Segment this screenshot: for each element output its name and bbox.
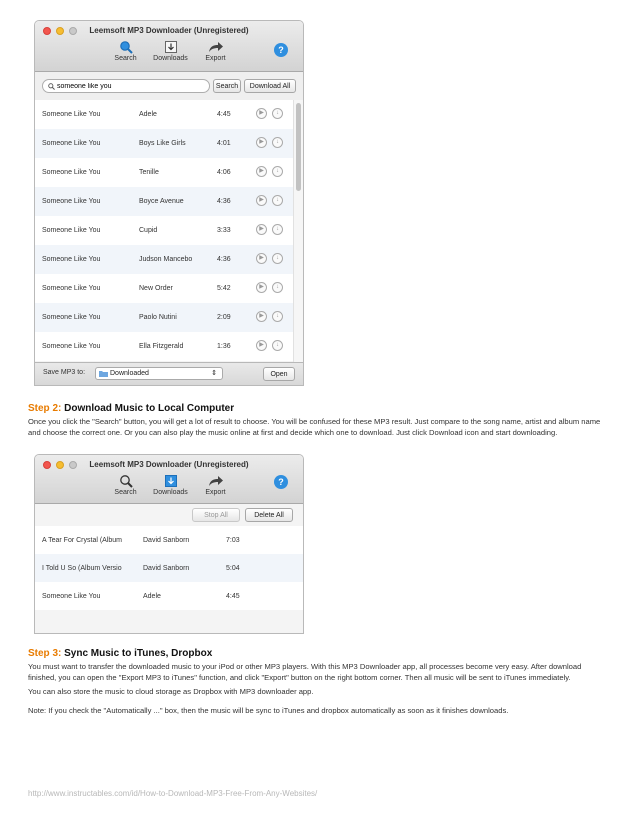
toolbar-downloads-label: Downloads [153,55,188,62]
play-icon[interactable]: ▶ [256,195,267,206]
toolbar-export-button[interactable] [193,473,238,496]
download-all-button[interactable]: Download All [244,79,296,93]
toolbar-buttons [103,39,238,62]
help-icon[interactable]: ? [274,475,288,489]
song-duration: 4:36 [217,256,231,263]
toolbar-downloads-label: Downloads [153,489,188,496]
table-row[interactable] [35,100,294,129]
song-duration: 4:06 [217,169,231,176]
song-artist: Boys Like Girls [139,140,186,147]
download-arrow-icon[interactable]: ↓ [272,311,283,322]
table-row[interactable] [35,332,294,361]
export-arrow-icon [208,475,224,487]
song-duration: 7:03 [226,537,240,544]
song-artist: Judson Mancebo [139,256,193,263]
play-icon[interactable]: ▶ [256,340,267,351]
song-artist: Paolo Nutini [139,314,177,321]
toolbar-downloads-button[interactable] [148,39,193,62]
step3-title: Sync Music to iTunes, Dropbox [64,648,213,659]
window-title: Leemsoft MP3 Downloader (Unregistered) [89,460,249,469]
play-icon[interactable]: ▶ [256,282,267,293]
play-icon[interactable]: ▶ [256,108,267,119]
song-duration: 5:04 [226,565,240,572]
table-row[interactable] [35,187,294,216]
download-arrow-icon[interactable]: ↓ [272,166,283,177]
song-duration: 4:36 [217,198,231,205]
select-arrows-icon: ⇕ [211,370,217,377]
song-title: Someone Like You [42,227,101,234]
download-arrow-icon[interactable]: ↓ [272,340,283,351]
table-row[interactable] [35,554,303,582]
song-artist: Boyce Avenue [139,198,184,205]
scrollbar-thumb[interactable] [296,103,301,191]
table-row[interactable] [35,245,294,274]
help-icon[interactable]: ? [274,43,288,57]
downloads-list [35,526,303,610]
step3-paragraph-3: Note: If you check the "Automatically ..." box, then the music will be sync to iTunes and dropbox automatically as soon as it finishes downloads. [28,706,509,715]
song-title: Someone Like You [42,198,101,205]
search-field[interactable] [42,79,210,93]
search-button[interactable]: Search [213,79,241,93]
app-window-search [34,20,304,386]
step2-number: Step 2: [28,403,62,414]
song-duration: 4:45 [217,111,231,118]
step3-number: Step 3: [28,648,62,659]
search-input[interactable] [55,83,197,90]
table-row[interactable] [35,303,294,332]
song-title: A Tear For Crystal (Album [42,537,123,544]
step3-paragraph-1: You must want to transfer the downloaded music to your iPod or other MP3 players. With this MP3 Downloader app, all processes become very easy. After download finished, you can open the "Export MP3 to iTunes" function, and click "Export" button on the right bottom corner. Then all music will be sent to iTunes immediately. [28,662,582,682]
toolbar-export-label: Export [205,489,226,496]
save-folder-value: Downloaded [110,370,149,377]
results-scrollbar[interactable] [293,100,303,362]
export-arrow-icon [208,41,224,53]
search-row [35,72,303,101]
download-arrow-icon[interactable]: ↓ [272,195,283,206]
song-artist: Adele [143,593,161,600]
table-row[interactable] [35,582,303,610]
song-artist: New Order [139,285,173,292]
toolbar-search-label: Search [114,55,137,62]
download-icon [165,475,177,487]
toolbar-search-button[interactable] [103,39,148,62]
delete-all-button[interactable]: Delete All [245,508,293,522]
song-duration: 3:33 [217,227,231,234]
song-duration: 2:09 [217,314,231,321]
table-row[interactable] [35,216,294,245]
table-row[interactable] [35,526,303,554]
table-row[interactable] [35,129,294,158]
play-icon[interactable]: ▶ [256,137,267,148]
footer-url-link[interactable]: http://www.instructables.com/id/How-to-Download-MP3-Free-From-Any-Websites/ [28,789,318,798]
download-icon [165,41,177,53]
toolbar-downloads-button[interactable] [148,473,193,496]
song-title: I Told U So (Album Versio [42,565,122,572]
song-duration: 5:42 [217,285,231,292]
step3-paragraph-2: You can also store the music to cloud storage as Dropbox with MP3 downloader app. [28,687,314,696]
download-arrow-icon[interactable]: ↓ [272,282,283,293]
window-toolbar [35,21,303,72]
search-icon [119,474,133,488]
table-row[interactable] [35,274,294,303]
song-artist: Ella Fitzgerald [139,343,184,350]
step2-heading [28,403,234,414]
toolbar-search-label: Search [114,489,137,496]
window-title: Leemsoft MP3 Downloader (Unregistered) [89,26,249,35]
toolbar-search-button[interactable] [103,473,148,496]
song-duration: 4:45 [226,593,240,600]
play-icon[interactable]: ▶ [256,224,267,235]
song-title: Someone Like You [42,314,101,321]
song-title: Someone Like You [42,256,101,263]
download-arrow-icon[interactable]: ↓ [272,224,283,235]
stop-all-button[interactable]: Stop All [192,508,240,522]
download-arrow-icon[interactable]: ↓ [272,108,283,119]
results-list [35,100,294,361]
step3-heading [28,648,212,659]
save-label: Save MP3 to: [43,369,86,376]
song-title: Someone Like You [42,140,101,147]
song-artist: David Sanborn [143,537,190,544]
song-duration: 4:01 [217,140,231,147]
toolbar-export-button[interactable] [193,39,238,62]
download-controls-row [35,504,303,527]
step2-title: Download Music to Local Computer [64,403,235,414]
folder-icon [99,370,108,377]
song-title: Someone Like You [42,343,101,350]
song-title: Someone Like You [42,593,101,600]
search-icon [119,40,133,54]
song-artist: Cupid [139,227,158,234]
song-artist: Tenille [139,169,159,176]
app-window-downloads [34,454,304,634]
open-button[interactable]: Open [263,367,295,381]
song-artist: David Sanborn [143,565,190,572]
song-artist: Adele [139,111,157,118]
song-title: Someone Like You [42,285,101,292]
play-icon[interactable]: ▶ [256,311,267,322]
window-toolbar [35,455,303,504]
save-bar [35,362,303,385]
table-row[interactable] [35,158,294,187]
song-title: Someone Like You [42,111,101,118]
toolbar-export-label: Export [205,55,226,62]
download-arrow-icon[interactable]: ↓ [272,253,283,264]
step2-text: Once you click the "Search" button, you will get a lot of result to choose. You will be confused for these MP3 result. Just compare to the song name, artist and album name and choose the correct one. Or you can also play the music online at first and decide which one to download. Just click Download icon and start downloading. [28,417,601,437]
play-icon[interactable]: ▶ [256,166,267,177]
toolbar-buttons [103,473,238,496]
save-folder-select[interactable] [95,367,223,380]
song-title: Someone Like You [42,169,101,176]
magnifier-icon [48,83,55,90]
download-arrow-icon[interactable]: ↓ [272,137,283,148]
play-icon[interactable]: ▶ [256,253,267,264]
song-duration: 1:36 [217,343,231,350]
